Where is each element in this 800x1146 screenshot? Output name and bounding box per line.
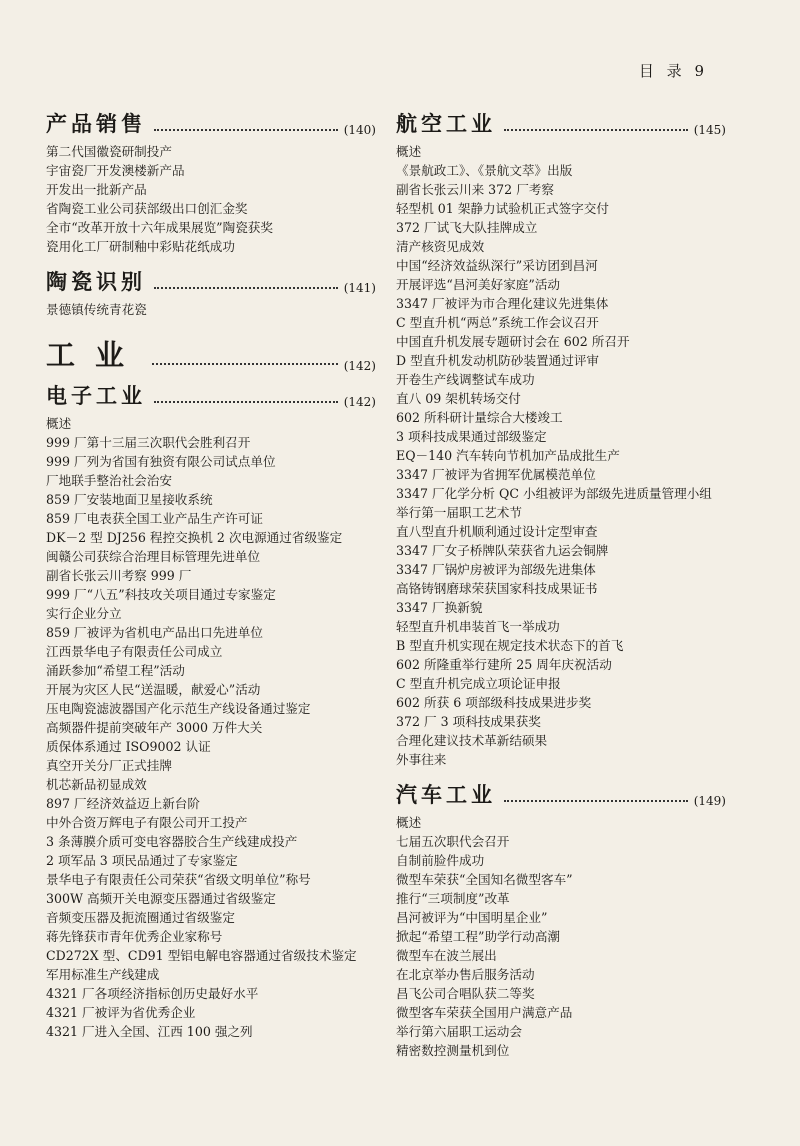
toc-entry: 3347 厂被评为省拥军优属模范单位: [396, 467, 596, 482]
toc-entry: 实行企业分立: [46, 606, 122, 621]
toc-entry: 举行第一届职工艺术节: [396, 505, 522, 520]
toc-entry: 开展为灾区人民“送温暖，献爱心”活动: [46, 682, 261, 697]
toc-entry: 军用标准生产线建成: [46, 967, 160, 982]
toc-entry: 清产核资见成效: [396, 239, 485, 254]
toc-entry: 音频变压器及扼流圈通过省级鉴定: [46, 910, 235, 925]
toc-entry: 自制前脸件成功: [396, 853, 485, 868]
toc-entry: 开展评选“昌河美好家庭”活动: [396, 277, 561, 292]
section-page-number: (142): [343, 395, 376, 409]
toc-entry: CD272X 型、CD91 型铝电解电容器通过省级技术鉴定: [46, 948, 357, 963]
section-heading: [46, 266, 376, 296]
toc-entry: 3347 厂锅炉房被评为部级先进集体: [396, 562, 596, 577]
section-title: 工业: [46, 338, 145, 372]
toc-entry: 轻型直升机串装首飞一举成功: [396, 619, 560, 634]
toc-entry: 4321 厂进入全国、江西 100 强之列: [46, 1024, 253, 1039]
section-heading: [396, 108, 726, 138]
toc-entry: 宇宙瓷厂开发澳楼新产品: [46, 163, 185, 178]
toc-entry: 昌飞公司合唱队获二等奖: [396, 986, 535, 1001]
toc-entry: 开卷生产线调整试车成功: [396, 372, 535, 387]
toc-section: [396, 779, 726, 1060]
toc-entry: 压电陶瓷滤波器国产化示范生产线设备通过鉴定: [46, 701, 311, 716]
toc-entry: 3347 厂被评为市合理化建议先进集体: [396, 296, 609, 311]
toc-entry: 厂地联手整治社会治安: [46, 473, 172, 488]
toc-entry: 七届五次职代会召开: [396, 834, 510, 849]
toc-entry: 第二代国徽瓷研制投产: [46, 144, 172, 159]
dot-leader: [154, 400, 338, 403]
toc-entry: EQ－140 汽车转向节机加产品成批生产: [396, 448, 620, 463]
dot-leader: [154, 128, 338, 131]
running-header: 目 录 9: [638, 62, 708, 80]
toc-entry-list: [46, 414, 376, 1041]
section-title: 电子工业: [46, 383, 146, 408]
toc-entry: D 型直升机发动机防砂装置通过评审: [396, 353, 600, 368]
toc-entry: 999 厂第十三届三次职代会胜利召开: [46, 435, 251, 450]
toc-entry: 瓷用化工厂研制釉中彩贴花纸成功: [46, 239, 235, 254]
section-page-number: (142): [343, 359, 376, 373]
toc-entry-list: [46, 142, 376, 256]
toc-section: [46, 333, 376, 374]
toc-entry: C 型直升机“两总”系统工作会议召开: [396, 315, 599, 330]
toc-entry-list: [46, 300, 376, 319]
section-heading: [46, 333, 376, 374]
toc-entry: 999 厂列为省国有独资有限公司试点单位: [46, 454, 276, 469]
section-title: 陶瓷识别: [46, 269, 146, 294]
section-page-number: (140): [343, 123, 376, 137]
toc-entry: 微型车在波兰展出: [396, 948, 497, 963]
toc-entry: 副省长张云川考察 999 厂: [46, 568, 192, 583]
toc-entry: 推行“三项制度”改革: [396, 891, 510, 906]
toc-entry: 859 厂电表获全国工业产品生产许可证: [46, 511, 263, 526]
toc-entry: 概述: [396, 815, 422, 830]
toc-entry: 在北京举办售后服务活动: [396, 967, 535, 982]
toc-entry: 概述: [396, 144, 422, 159]
toc-section: [46, 108, 376, 256]
toc-entry: 涌跃参加“希望工程”活动: [46, 663, 185, 678]
section-title: 航空工业: [396, 111, 496, 136]
dot-leader: [504, 128, 688, 131]
toc-entry-list: [396, 813, 726, 1060]
toc-entry: 合理化建议技术革新结硕果: [396, 733, 548, 748]
toc-entry: 3 项科技成果通过部级鉴定: [396, 429, 547, 444]
toc-entry: 直八 09 架机转场交付: [396, 391, 521, 406]
toc-section: [396, 108, 726, 769]
toc-entry: 副省长张云川来 372 厂考察: [396, 182, 554, 197]
toc-column-right: [396, 108, 726, 1060]
section-heading: [396, 779, 726, 809]
toc-entry: 举行第六届职工运动会: [396, 1024, 522, 1039]
toc-entry: 全市“改革开放十六年成果展览”陶瓷获奖: [46, 220, 273, 235]
toc-entry: 微型客车荣获全国用户满意产品: [396, 1005, 573, 1020]
toc-entry: 质保体系通过 ISO9002 认证: [46, 739, 211, 754]
toc-entry: 机芯新品初显成效: [46, 777, 147, 792]
toc-entry: 3347 厂女子桥牌队荣获省九运会铜牌: [396, 543, 609, 558]
dot-leader: [504, 799, 688, 802]
toc-entry: 真空开关分厂正式挂牌: [46, 758, 172, 773]
toc-entry: 精密数控测量机到位: [396, 1043, 510, 1058]
toc-entry: 中外合资万辉电子有限公司开工投产: [46, 815, 248, 830]
toc-entry: 高铬铸钢磨球荣获国家科技成果证书: [396, 581, 598, 596]
section-heading: [46, 108, 376, 138]
toc-entry: 602 所隆重举行建所 25 周年庆祝活动: [396, 657, 612, 672]
toc-entry: 景德镇传统青花瓷: [46, 302, 147, 317]
toc-entry: 3 条薄膜介质可变电容器胶合生产线建成投产: [46, 834, 298, 849]
toc-entry: 2 项军品 3 项民品通过了专家鉴定: [46, 853, 238, 868]
toc-entry: 中国“经济效益纵深行”采访团到昌河: [396, 258, 598, 273]
toc-entry: DK－2 型 DJ256 程控交换机 2 次电源通过省级鉴定: [46, 530, 343, 545]
section-page-number: (141): [343, 281, 376, 295]
toc-entry: 602 所获 6 项部级科技成果进步奖: [396, 695, 592, 710]
toc-entry: 3347 厂换新貌: [396, 600, 483, 615]
toc-entry: 省陶瓷工业公司获部级出口创汇金奖: [46, 201, 248, 216]
toc-entry: 掀起“希望工程”助学行动高潮: [396, 929, 561, 944]
toc-entry: 景华电子有限责任公司荣获“省级文明单位”称号: [46, 872, 311, 887]
section-heading: [46, 380, 376, 410]
toc-entry: 江西景华电子有限责任公司成立: [46, 644, 223, 659]
dot-leader: [152, 362, 338, 365]
dot-leader: [154, 286, 338, 289]
toc-entry: 昌河被评为“中国明星企业”: [396, 910, 548, 925]
toc-entry: 直八型直升机顺利通过设计定型审查: [396, 524, 598, 539]
toc-entry: 4321 厂被评为省优秀企业: [46, 1005, 196, 1020]
toc-entry: 概述: [46, 416, 72, 431]
toc-entry: 372 厂 3 项科技成果获奖: [396, 714, 541, 729]
toc-entry: 蒋先锋获市青年优秀企业家称号: [46, 929, 223, 944]
toc-entry-list: [396, 142, 726, 769]
section-title: 产品销售: [46, 111, 146, 136]
toc-entry: 轻型机 01 架静力试验机正式签字交付: [396, 201, 609, 216]
toc-entry: 300W 高频开关电源变压器通过省级鉴定: [46, 891, 276, 906]
toc-entry: 859 厂被评为省机电产品出口先进单位: [46, 625, 263, 640]
section-title: 汽车工业: [396, 782, 496, 807]
toc-entry: 602 所科研计量综合大楼竣工: [396, 410, 563, 425]
section-page-number: (145): [693, 123, 726, 137]
toc-entry: 372 厂试飞大队挂牌成立: [396, 220, 538, 235]
toc-section: [46, 266, 376, 319]
toc-entry: 4321 厂各项经济指标创历史最好水平: [46, 986, 259, 1001]
toc-entry: 《景航政工》、《景航文萃》出版: [396, 163, 573, 178]
section-page-number: (149): [693, 794, 726, 808]
toc-entry: 中国直升机发展专题研讨会在 602 所召开: [396, 334, 630, 349]
toc-entry: 999 厂“八五”科技攻关项目通过专家鉴定: [46, 587, 276, 602]
toc-entry: 闽赣公司获综合治理目标管理先进单位: [46, 549, 261, 564]
toc-entry: 外事往来: [396, 752, 447, 767]
toc-entry: 897 厂经济效益迈上新台阶: [46, 796, 200, 811]
toc-entry: 高频器件提前突破年产 3000 万件大关: [46, 720, 263, 735]
toc-entry: 开发出一批新产品: [46, 182, 147, 197]
toc-entry: 859 厂安装地面卫星接收系统: [46, 492, 213, 507]
toc-entry: C 型直升机完成立项论证申报: [396, 676, 561, 691]
toc-entry: 3347 厂化学分析 QC 小组被评为部级先进质量管理小组: [396, 486, 712, 501]
toc-entry: B 型直升机实现在规定技术状态下的首飞: [396, 638, 624, 653]
toc-column-left: [46, 108, 376, 1041]
toc-entry: 微型车荣获“全国知名微型客车”: [396, 872, 573, 887]
toc-section: [46, 380, 376, 1041]
